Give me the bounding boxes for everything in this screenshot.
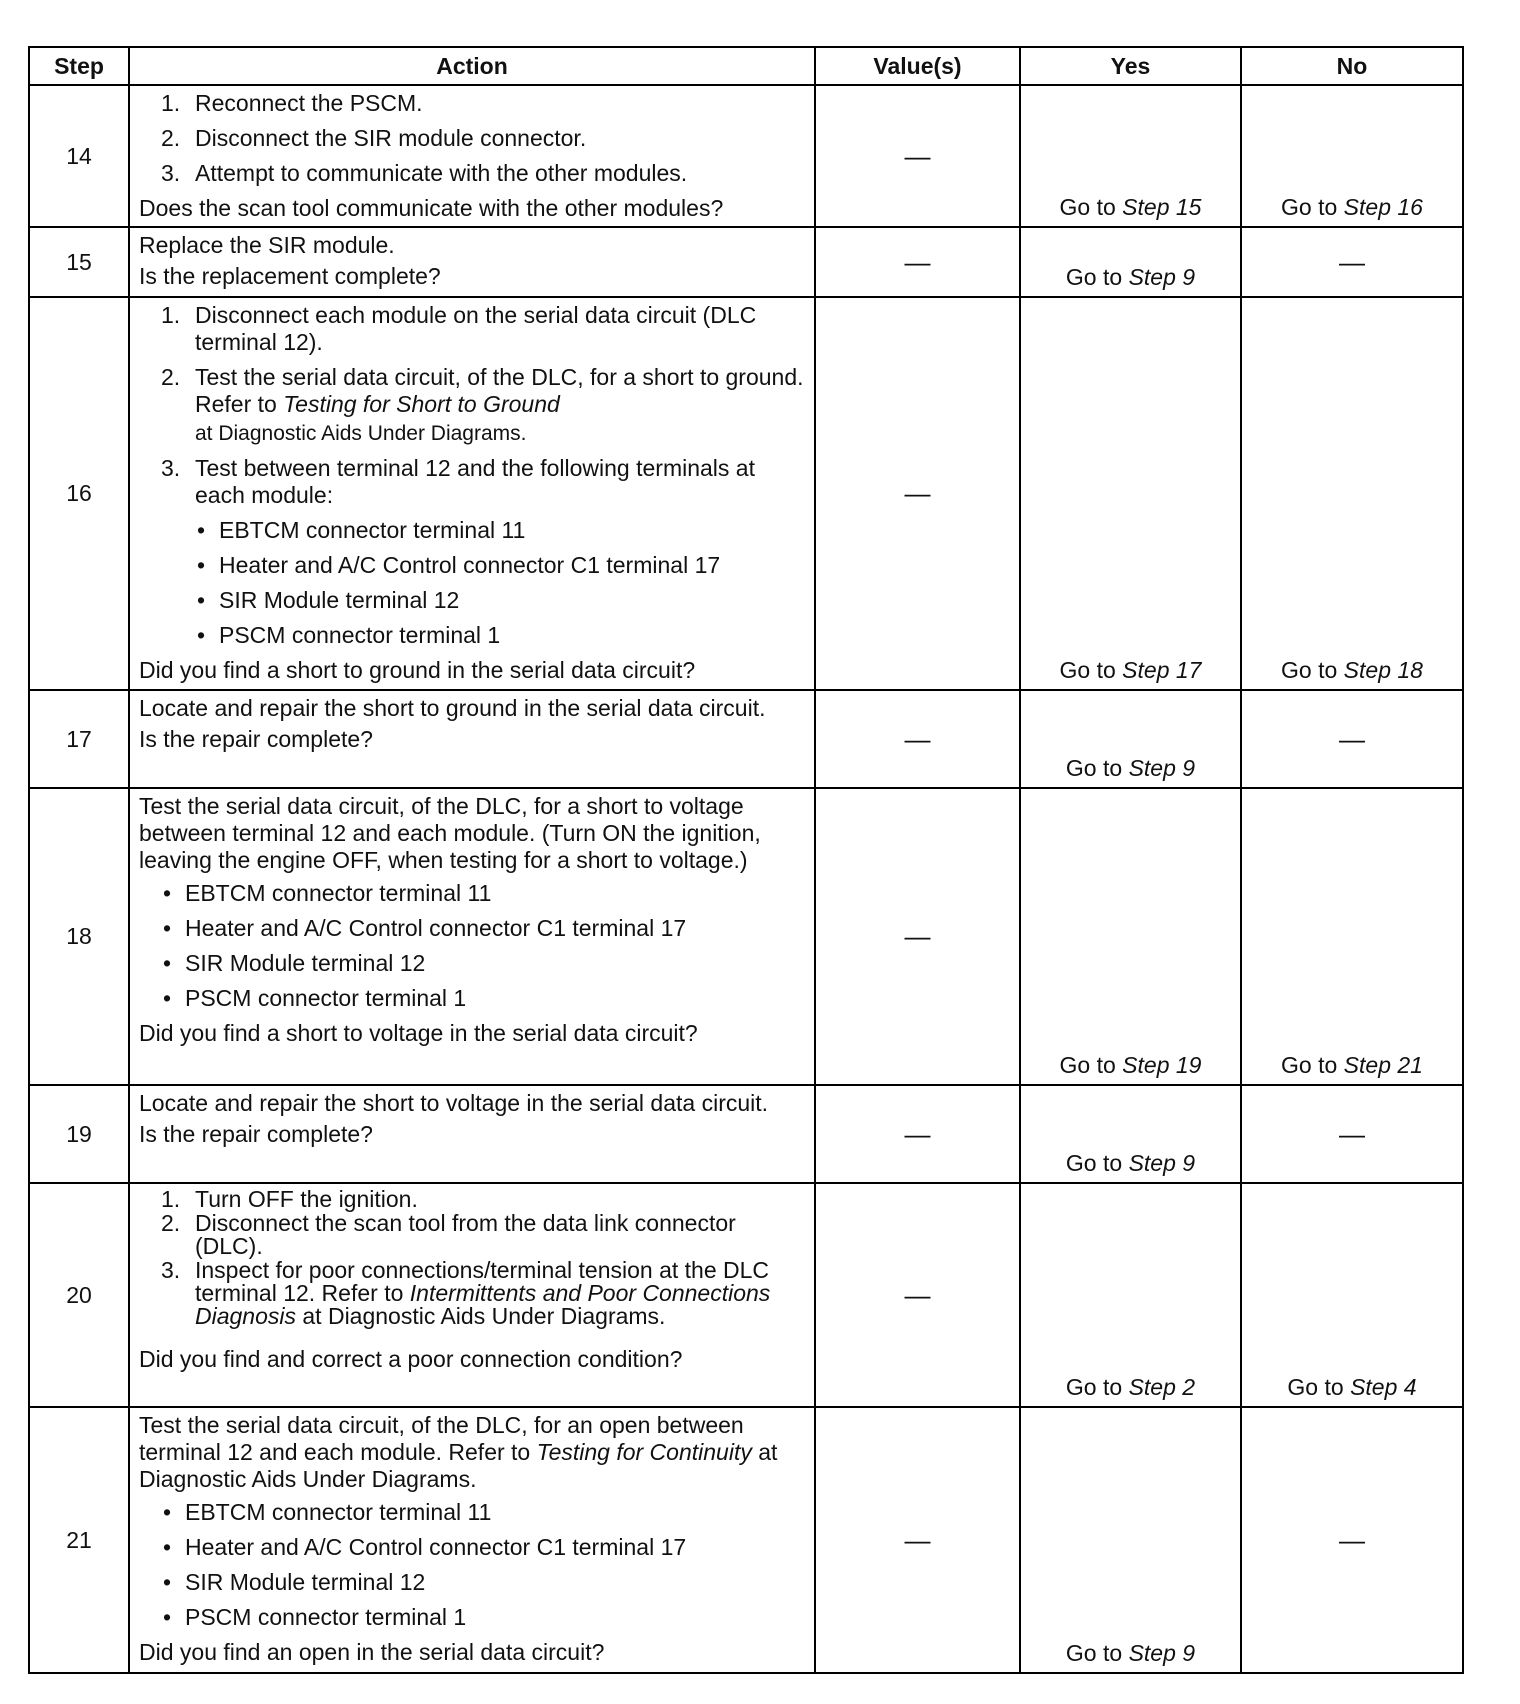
value-cell: — xyxy=(815,690,1020,788)
step-link: Step 21 xyxy=(1343,1052,1423,1078)
table-row-step-17 xyxy=(29,690,1463,788)
list-item: • SIR Module terminal 12 xyxy=(163,950,426,976)
no-cell: Go to Step 18 xyxy=(1241,297,1463,690)
step-number: 19 xyxy=(29,1085,129,1183)
table-row-step-15 xyxy=(29,227,1463,297)
diagnostic-table-page xyxy=(28,46,1462,1674)
question-text: Is the replacement complete? xyxy=(139,263,441,289)
list-item: • SIR Module terminal 12 xyxy=(197,587,460,613)
table-row-step-20 xyxy=(29,1183,1463,1407)
list-item: 1. Reconnect the PSCM. xyxy=(161,90,423,116)
step-link: Step 9 xyxy=(1128,1640,1196,1666)
header-action: Action xyxy=(129,47,815,85)
action-cell xyxy=(129,1407,815,1673)
no-cell: — xyxy=(1241,690,1463,788)
value-cell: — xyxy=(815,297,1020,690)
action-text: Replace the SIR module. xyxy=(139,232,395,258)
list-item: 2. Disconnect the SIR module connector. xyxy=(161,125,587,151)
list-item: • EBTCM connector terminal 11 xyxy=(197,517,526,543)
step-number: 17 xyxy=(29,690,129,788)
yes-cell: Go to Step 9 xyxy=(1020,1407,1241,1673)
value-cell: — xyxy=(815,1085,1020,1183)
step-link: Step 9 xyxy=(1128,755,1196,781)
bullet-list xyxy=(139,517,808,649)
step-number: 16 xyxy=(29,297,129,690)
question-text: Is the repair complete? xyxy=(139,726,373,752)
step-link: Step 18 xyxy=(1343,657,1423,683)
header-yes: Yes xyxy=(1020,47,1241,85)
question-text: Did you find a short to ground in the serial data circuit? xyxy=(139,657,696,683)
list-item: • PSCM connector terminal 1 xyxy=(163,985,467,1011)
numbered-list xyxy=(139,1188,808,1328)
table-row-step-18 xyxy=(29,788,1463,1085)
no-cell: — xyxy=(1241,1407,1463,1673)
bullet-list xyxy=(139,1499,808,1631)
step-link: Step 17 xyxy=(1122,657,1202,683)
header-value: Value(s) xyxy=(815,47,1020,85)
yes-cell: Go to Step 2 xyxy=(1020,1183,1241,1407)
step-link: Step 9 xyxy=(1128,1150,1196,1176)
action-cell xyxy=(129,85,815,227)
yes-cell: Go to Step 9 xyxy=(1020,690,1241,788)
list-item: • Heater and A/C Control connector C1 terminal 17 xyxy=(197,552,721,578)
list-item: 1. Turn OFF the ignition. xyxy=(161,1186,418,1212)
value-cell: — xyxy=(815,227,1020,297)
no-cell: — xyxy=(1241,1085,1463,1183)
table-row-step-19 xyxy=(29,1085,1463,1183)
question-text: Does the scan tool communicate with the other modules? xyxy=(139,195,724,221)
table-row-step-16 xyxy=(29,297,1463,690)
list-item: 3. Attempt to communicate with the other modules. xyxy=(161,160,688,186)
list-item: • Heater and A/C Control connector C1 terminal 17 xyxy=(163,915,687,941)
question-text: Did you find and correct a poor connection condition? xyxy=(139,1346,683,1372)
list-item: • PSCM connector terminal 1 xyxy=(197,622,501,648)
action-text: Locate and repair the short to ground in the serial data circuit. xyxy=(139,695,766,721)
value-cell: — xyxy=(815,1183,1020,1407)
diagnostic-table xyxy=(28,46,1464,1674)
step-link: Step 19 xyxy=(1122,1052,1202,1078)
value-cell: — xyxy=(815,85,1020,227)
action-cell xyxy=(129,297,815,690)
action-text: Locate and repair the short to voltage in the serial data circuit. xyxy=(139,1090,769,1116)
reference-link: Intermittents and Poor Connections Diagnosis xyxy=(195,1280,771,1329)
no-cell: Go to Step 16 xyxy=(1241,85,1463,227)
action-text: Test the serial data circuit, of the DLC, for a short to voltage between terminal 12 and each module. (Turn ON the ignition, leaving the engine OFF, when testing for a short to voltage.) xyxy=(139,793,761,873)
numbered-list xyxy=(139,302,808,509)
yes-cell: Go to Step 15 xyxy=(1020,85,1241,227)
step-number: 14 xyxy=(29,85,129,227)
question-text: Is the repair complete? xyxy=(139,1121,373,1147)
step-number: 18 xyxy=(29,788,129,1085)
step-link: Step 2 xyxy=(1128,1374,1196,1400)
step-number: 21 xyxy=(29,1407,129,1673)
step-number: 20 xyxy=(29,1183,129,1407)
question-text: Did you find a short to voltage in the serial data circuit? xyxy=(139,1020,698,1046)
list-item: 3. Test between terminal 12 and the following terminals at each module: xyxy=(161,455,755,508)
list-item: 1. Disconnect each module on the serial data circuit (DLC terminal 12). xyxy=(161,302,757,355)
list-item: • Heater and A/C Control connector C1 terminal 17 xyxy=(163,1534,687,1560)
list-item: 3. Inspect for poor connections/terminal tension at the DLC terminal 12. Refer to Intermittents and Poor Connections Diagnosis at Diagnostic Aids Under Diagrams. xyxy=(161,1257,771,1329)
no-cell: Go to Step 4 xyxy=(1241,1183,1463,1407)
action-text: Test the serial data circuit, of the DLC, for an open between terminal 12 and each module. Refer to Testing for Continuity at Diagnostic Aids Under Diagrams. xyxy=(139,1412,778,1492)
header-step: Step xyxy=(29,47,129,85)
list-item: • SIR Module terminal 12 xyxy=(163,1569,426,1595)
yes-cell: Go to Step 17 xyxy=(1020,297,1241,690)
step-link: Step 9 xyxy=(1128,264,1196,290)
action-cell xyxy=(129,1183,815,1407)
header-row xyxy=(29,47,1463,85)
value-cell: — xyxy=(815,1407,1020,1673)
yes-cell: Go to Step 9 xyxy=(1020,227,1241,297)
yes-cell: Go to Step 9 xyxy=(1020,1085,1241,1183)
no-cell: — xyxy=(1241,227,1463,297)
action-cell xyxy=(129,1085,815,1183)
bullet-list xyxy=(139,880,808,1012)
list-item: • EBTCM connector terminal 11 xyxy=(163,1499,492,1525)
step-link: Step 4 xyxy=(1350,1374,1417,1400)
table-row-step-21 xyxy=(29,1407,1463,1673)
value-cell: — xyxy=(815,788,1020,1085)
action-cell xyxy=(129,227,815,297)
list-item: 2. Test the serial data circuit, of the DLC, for a short to ground. Refer to Testing for Short to Ground at Diagnostic Aids Under Diagrams. xyxy=(161,364,804,445)
list-item: 2. Disconnect the scan tool from the data link connector (DLC). xyxy=(161,1210,736,1259)
yes-cell: Go to Step 19 xyxy=(1020,788,1241,1085)
action-cell xyxy=(129,690,815,788)
reference-link: Testing for Short to Ground xyxy=(283,391,560,417)
header-no: No xyxy=(1241,47,1463,85)
step-number: 15 xyxy=(29,227,129,297)
numbered-list xyxy=(139,90,808,187)
table-row-step-14 xyxy=(29,85,1463,227)
list-item: • PSCM connector terminal 1 xyxy=(163,1604,467,1630)
step-link: Step 15 xyxy=(1122,194,1202,220)
no-cell: Go to Step 21 xyxy=(1241,788,1463,1085)
reference-link: Testing for Continuity xyxy=(536,1439,752,1465)
list-item: • EBTCM connector terminal 11 xyxy=(163,880,492,906)
step-link: Step 16 xyxy=(1343,194,1423,220)
action-cell xyxy=(129,788,815,1085)
question-text: Did you find an open in the serial data circuit? xyxy=(139,1639,605,1665)
